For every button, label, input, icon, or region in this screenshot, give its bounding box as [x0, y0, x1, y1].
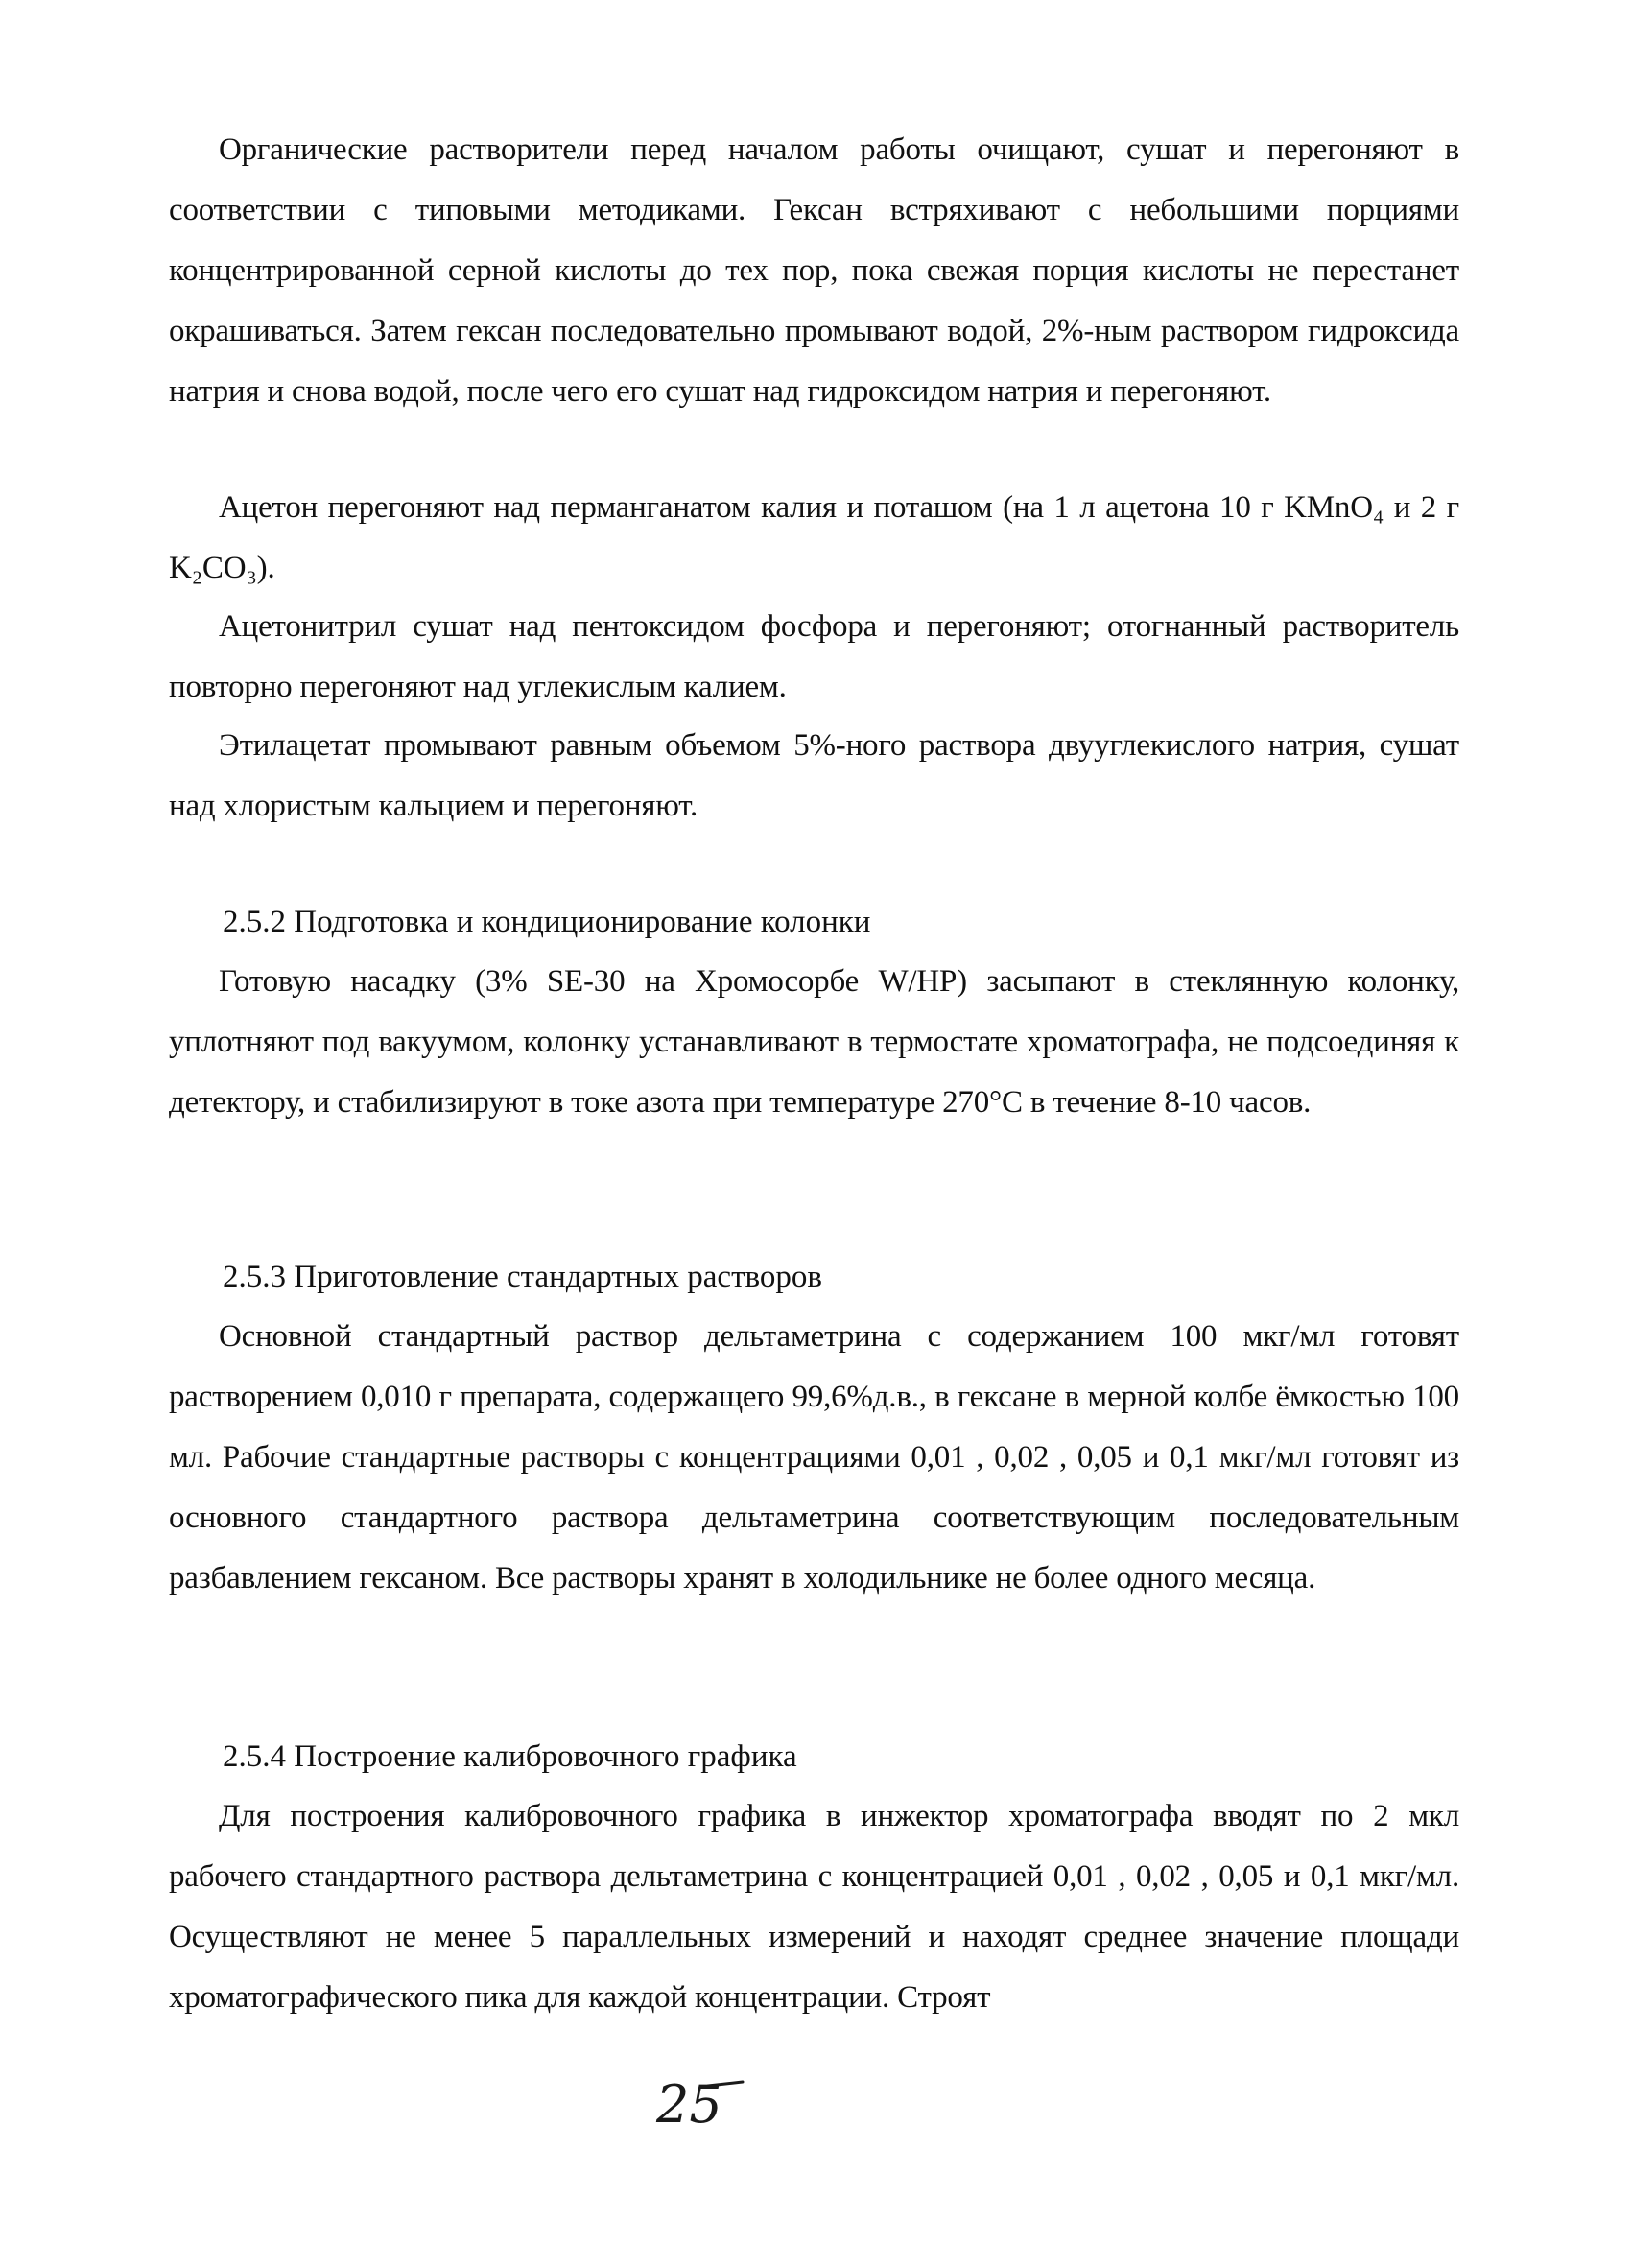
paragraph-calibration-graph: Для построения калибровочного графика в инжектор хроматографа вводят по 2 мкл рабочего стандартного раствора дельтаметрина с концентрацией 0,01 , 0,02 , 0,05 и 0,1 мкг/мл. Осуществляют не менее 5 параллельных измерений и находят среднее значение площади хроматографического пика для каждой концентрации. Строят [169, 1799, 1459, 2015]
paragraph-standard-solutions: Основной стандартный раствор дельтаметрина с содержанием 100 мкг/мл готовят растворением 0,010 г препарата, содержащего 99,6%д.в., в гексане в мерной колбе ёмкостью 100 мл. Рабочие стандартные растворы с концентрациями 0,01 , 0,02 , 0,05 и 0,1 мкг/мл готовят из основного стандартного раствора дельтаметрина соответствующим последовательным разбавлением гексаном. Все растворы хранят в холодильнике не более одного месяца. [169, 1319, 1459, 1595]
paragraph-ethyl-acetate: Этилацетат промывают равным объемом 5%-ного раствора двууглекислого натрия, сушат над хлористым кальцием и перегоняют. [169, 728, 1459, 823]
section-heading-2-5-4: 2.5.4 Построение калибровочного графика [223, 1739, 797, 1774]
section-heading-2-5-2: 2.5.2 Подготовка и кондиционирование колонки [223, 905, 871, 939]
paragraph-acetonitrile: Ацетонитрил сушат над пентоксидом фосфора и перегоняют; отогнанный растворитель повторно перегоняют над углекислым калием. [169, 609, 1459, 704]
page-number-text: 25 [656, 2074, 722, 2135]
paragraph-acetone: Ацетон перегоняют над перманганатом калия и поташом (на 1 л ацетона 10 г KMnO₄ и 2 г K₂CO₃). [169, 490, 1459, 585]
section-heading-2-5-3: 2.5.3 Приготовление стандартных растворов [223, 1260, 822, 1294]
handwritten-page-number [649, 2072, 764, 2139]
paragraph-column-conditioning: Готовую насадку (3% SE-30 на Хромосорбе W/HP) засыпают в стеклянную колонку, уплотняют под вакуумом, колонку устанавливают в термостате хроматографа, не подсоединяя к детектору, и стабилизируют в токе азота при температуре 270°C в течение 8-10 часов. [169, 964, 1459, 1120]
paragraph-solvents-purification: Органические растворители перед началом работы очищают, сушат и перегоняют в соответствии с типовыми методиками. Гексан встряхивают с небольшими порциями концентрированной серной кислоты до тех пор, пока свежая порция кислоты не перестанет окрашиваться. Затем гексан последовательно промывают водой, 2%-ным раствором гидроксида натрия и снова водой, после чего его сушат над гидроксидом натрия и перегоняют. [169, 132, 1459, 409]
